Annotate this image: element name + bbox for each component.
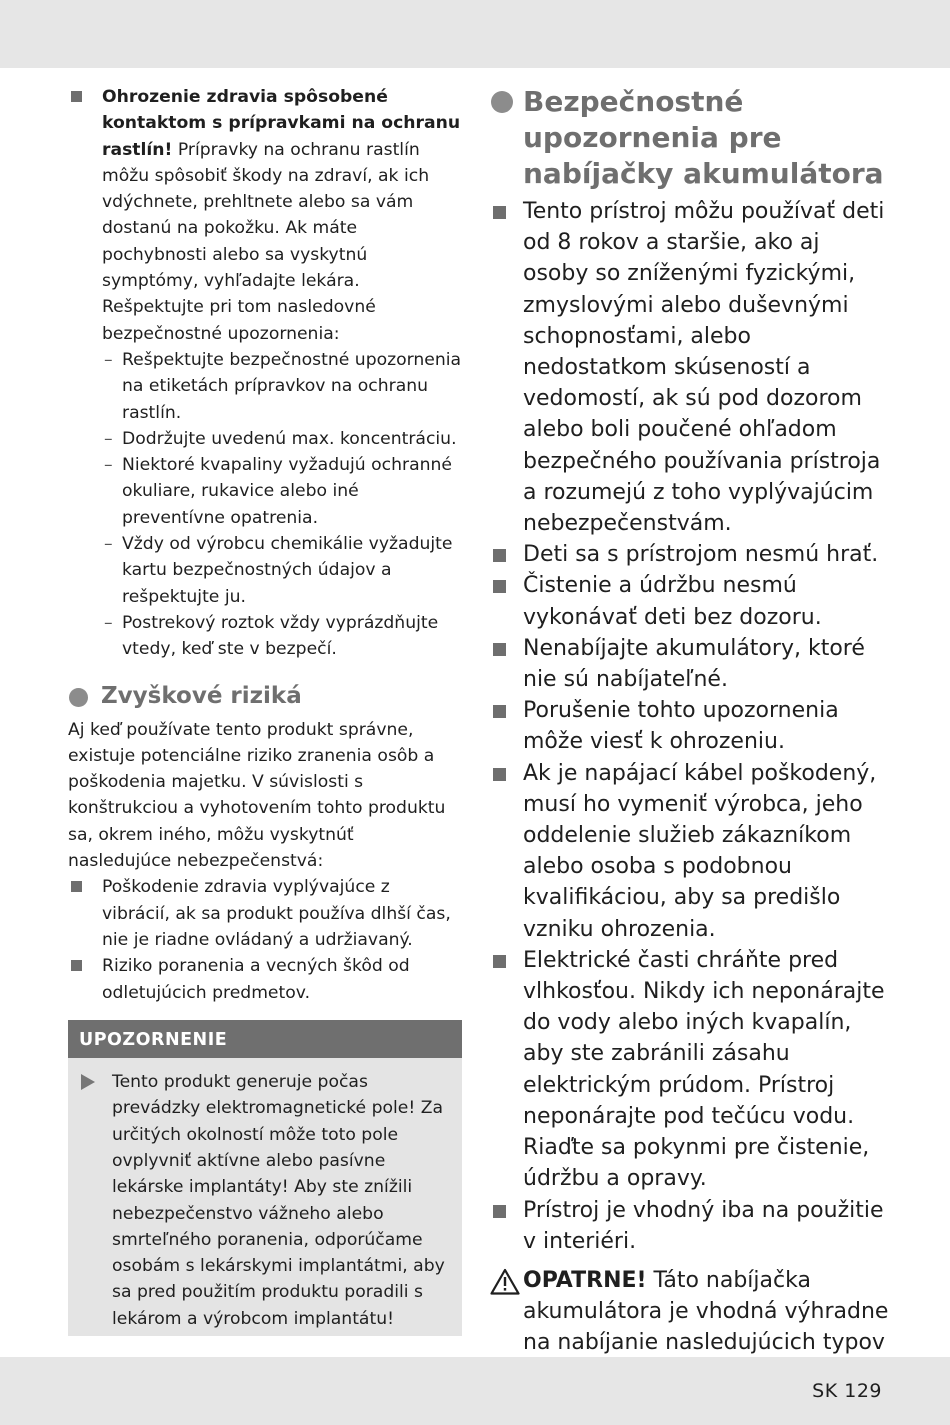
charger-item	[490, 945, 890, 1195]
square-bullet-icon	[493, 643, 506, 656]
square-bullet-icon	[71, 91, 82, 102]
residual-item	[68, 953, 462, 1006]
warning-body	[68, 1058, 462, 1336]
warning-text: Tento produkt generuje počas prevádzky elektromagnetické pole! Za určitých okolností môže toto pole ovplyvniť aktívne alebo pasívne lekárske implantáty! Aby ste znížili nebezpečenstvo vážneho alebo smrteľného poranenia, odporúčame osobám s lekárskymi implantátmi, aby sa pred použitím produktu poradili s lekárom a výrobcom implantátu!	[112, 1072, 445, 1329]
dash-item-text: Niektoré kvapaliny vyžadujú ochranné okuliare, rukavice alebo iné preventívne opatrenia.	[122, 455, 452, 528]
square-bullet-icon	[493, 206, 506, 219]
circle-bullet-icon	[491, 91, 513, 113]
warning-box	[68, 1020, 462, 1336]
square-bullet-icon	[493, 1205, 506, 1218]
caution-text: Táto nabíjačka akumulátora je vhodná výhradne na nabíjanie nasledujúcich typov	[523, 1267, 889, 1356]
health-bullet-bold: Ohrozenie zdravia spôsobené kontaktom s prípravkami na ochranu rastlín!	[102, 87, 461, 160]
charger-item	[490, 633, 890, 695]
health-bullet	[68, 84, 462, 347]
health-bullet-text: Prípravky na ochranu rastlín môžu spôsobiť škody na zdraví, ak ich vdýchnete, prehltnete alebo sa vám dostanú na pokožku. Ak máte pochybnosti alebo sa vyskytnú symptómy, vyhľadajte lekára. Rešpektujte pri tom nasledovné bezpečnostné upozornenia:	[102, 139, 430, 344]
square-bullet-icon	[493, 580, 506, 593]
charger-item-text: Tento prístroj môžu používať deti od 8 rokov a staršie, ako aj osoby so zníženými fyzickými, zmyslovými alebo duševnými schopnosťami, alebo nedostatkom skúseností a vedomostí, ak sú pod dozorom alebo boli poučené ohľadom bezpečného používania prístroja a rozumejú z toho vyplývajúcim nebezpečenstvám.	[523, 199, 885, 537]
square-bullet-icon	[71, 881, 82, 892]
residual-heading-text: Zvyškové riziká	[101, 682, 302, 709]
charger-item	[490, 1195, 890, 1257]
square-bullet-icon	[493, 768, 506, 781]
residual-item	[68, 874, 462, 953]
dash-item-text: Postrekový roztok vždy vyprázdňujte vtedy, keď ste v bezpečí.	[122, 612, 439, 660]
page-number: SK 129	[812, 1380, 882, 1402]
charger-item	[490, 570, 890, 632]
square-bullet-icon	[493, 955, 506, 968]
dash-item-text: Rešpektujte bezpečnostné upozornenia na etiketách prípravkov na ochranu rastlín.	[122, 349, 462, 423]
dash-item: – Rešpektujte bezpečnostné upozornenia na etiketách prípravkov na ochranu rastlín.	[104, 349, 462, 423]
charger-item-text: Ak je napájací kábel poškodený, musí ho vymeniť výrobca, jeho oddelenie služieb zákazníkom alebo osoba s podobnou kvalifikáciou, aby sa predišlo vzniku ohrozenia.	[523, 760, 877, 942]
charger-heading-text: Bezpečnostné upozornenia pre nabíjačky akumulátora	[523, 85, 884, 190]
dash-item-text: Dodržujte uvedenú max. koncentráciu.	[122, 428, 457, 449]
warning-triangle-icon	[490, 1268, 520, 1295]
dash-item: – Vždy od výrobcu chemikálie vyžadujte kartu bezpečnostných údajov a rešpektujte ju.	[104, 534, 453, 607]
residual-item-text: Poškodenie zdravia vyplývajúce z vibrácií, ak sa produkt používa dlhší čas, nie je riadne ovládaný a udržiavaný.	[102, 877, 451, 950]
charger-item	[490, 695, 890, 757]
dash-item: – Postrekový roztok vždy vyprázdňujte vtedy, keď ste v bezpečí.	[104, 612, 439, 660]
charger-item	[490, 196, 890, 539]
square-bullet-icon	[493, 705, 506, 718]
header-band	[0, 0, 950, 68]
left-column	[68, 84, 462, 1336]
play-triangle-icon	[81, 1074, 95, 1090]
charger-item	[490, 539, 890, 570]
dash-item: – Niektoré kvapaliny vyžadujú ochranné okuliare, rukavice alebo iné preventívne opatrenia.	[104, 455, 452, 528]
charger-item-text: Deti sa s prístrojom nesmú hrať.	[523, 542, 879, 568]
square-bullet-icon	[71, 960, 82, 971]
charger-item-text: Prístroj je vhodný iba na použitie v interiéri.	[523, 1197, 884, 1254]
right-column	[490, 84, 890, 1390]
residual-risks-heading	[68, 681, 462, 711]
dash-item: – Dodržujte uvedenú max. koncentráciu.	[104, 428, 457, 449]
circle-bullet-icon	[69, 688, 88, 707]
caution-label: OPATRNE!	[523, 1267, 647, 1293]
charger-item-text: Nenabíjajte akumulátory, ktoré nie sú nabíjateľné.	[523, 635, 865, 693]
charger-item-text: Elektrické časti chráňte pred vlhkosťou. Nikdy ich neponárajte do vody alebo iných kvapalín, aby ste zabránili zásahu elektrickým prúdom. Prístroj neponárajte pod tečúcu vodu. Riaďte sa pokynmi pre čistenie, údržbu a opravy.	[523, 947, 885, 1192]
dash-item-text: Vždy od výrobcu chemikálie vyžadujte kartu bezpečnostných údajov a rešpektujte ju.	[122, 534, 453, 607]
square-bullet-icon	[493, 549, 506, 562]
residual-intro: Aj keď používate tento produkt správne, existuje potenciálne riziko zranenia osôb a poškodenia majetku. V súvislosti s konštrukciou a vyhotovením tohto produktu sa, okrem iného, môžu vyskytnúť nasledujúce nebezpečenstvá:	[68, 719, 446, 872]
charger-safety-heading	[490, 84, 890, 192]
charger-item	[490, 758, 890, 945]
charger-item-text: Čistenie a údržbu nesmú vykonávať deti bez dozoru.	[523, 573, 822, 630]
residual-item-text: Riziko poranenia a vecných škôd od odletujúcich predmetov.	[102, 956, 410, 1003]
charger-item-text: Porušenie tohto upozornenia môže viesť k ohrozeniu.	[523, 698, 839, 755]
footer-band	[0, 1357, 950, 1425]
warning-title: UPOZORNENIE	[68, 1020, 462, 1058]
